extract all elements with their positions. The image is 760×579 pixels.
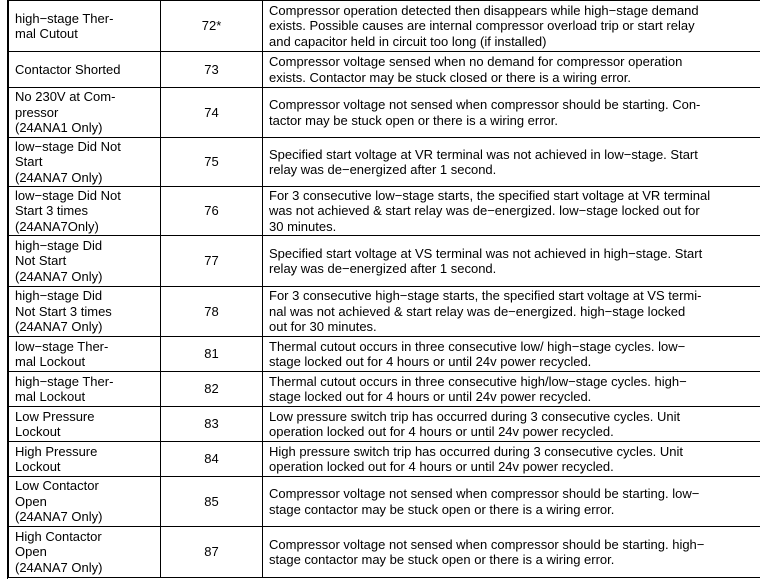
table-row: [9, 88, 760, 138]
table-row: [9, 52, 760, 88]
fault-description-cell: For 3 consecutive high−stage starts, the specified start voltage at VS termi- nal was not achieved & start relay was de−energized. high−stage locked out for 30 minutes.: [263, 287, 760, 337]
table-row: [9, 372, 760, 407]
table-row: [9, 527, 760, 578]
fault-code-cell: 74: [161, 88, 263, 138]
fault-code-cell: 73: [161, 52, 263, 88]
fault-name-cell: low−stage Did Not Start (24ANA7 Only): [9, 138, 161, 187]
table-row: [9, 337, 760, 372]
fault-name-cell: high−stage Ther- mal Cutout: [9, 1, 161, 52]
fault-code-cell: 72*: [161, 1, 263, 52]
fault-description-cell: Specified start voltage at VR terminal was not achieved in low−stage. Start relay was de−energized after 1 second.: [263, 138, 760, 187]
fault-description-cell: High pressure switch trip has occurred during 3 consecutive cycles. Unit operation locked out for 4 hours or until 24v power recycled.: [263, 442, 760, 477]
fault-code-cell: 78: [161, 287, 263, 337]
fault-code-table: [8, 0, 760, 578]
fault-description-cell: For 3 consecutive low−stage starts, the specified start voltage at VR terminal was not achieved & start relay was de−energized. low−stage locked out for 30 minutes.: [263, 187, 760, 236]
fault-code-cell: 75: [161, 138, 263, 187]
fault-code-cell: 87: [161, 527, 263, 578]
table-row: [9, 236, 760, 287]
fault-code-cell: 81: [161, 337, 263, 372]
fault-description-cell: Low pressure switch trip has occurred during 3 consecutive cycles. Unit operation locked out for 4 hours or until 24v power recycled.: [263, 407, 760, 442]
fault-name-cell: High Pressure Lockout: [9, 442, 161, 477]
table-row: [9, 477, 760, 527]
fault-code-cell: 77: [161, 236, 263, 287]
fault-description-cell: Compressor operation detected then disappears while high−stage demand exists. Possible causes are internal compressor overload trip or start relay and capacitor held in circuit too long (if installed): [263, 1, 760, 52]
fault-name-cell: high−stage Did Not Start (24ANA7 Only): [9, 236, 161, 287]
fault-name-cell: No 230V at Com- pressor (24ANA1 Only): [9, 88, 161, 138]
fault-name-cell: Low Contactor Open (24ANA7 Only): [9, 477, 161, 527]
fault-name-cell: Low Pressure Lockout: [9, 407, 161, 442]
fault-code-cell: 84: [161, 442, 263, 477]
fault-name-cell: low−stage Ther- mal Lockout: [9, 337, 161, 372]
table-row: [9, 138, 760, 187]
table-row: [9, 187, 760, 236]
fault-code-cell: 82: [161, 372, 263, 407]
fault-name-cell: Contactor Shorted: [9, 52, 161, 88]
fault-name-cell: high−stage Did Not Start 3 times (24ANA7 Only): [9, 287, 161, 337]
fault-code-cell: 76: [161, 187, 263, 236]
fault-name-cell: High Contactor Open (24ANA7 Only): [9, 527, 161, 578]
fault-description-cell: Compressor voltage sensed when no demand for compressor operation exists. Contactor may be stuck closed or there is a wiring error.: [263, 52, 760, 88]
left-margin-column: [0, 0, 8, 579]
table-row: [9, 442, 760, 477]
fault-code-cell: 83: [161, 407, 263, 442]
fault-name-cell: low−stage Did Not Start 3 times (24ANA7Only): [9, 187, 161, 236]
fault-description-cell: Thermal cutout occurs in three consecutive high/low−stage cycles. high− stage locked out for 4 hours or until 24v power recycled.: [263, 372, 760, 407]
fault-description-cell: Thermal cutout occurs in three consecutive low/ high−stage cycles. low− stage locked out for 4 hours or until 24v power recycled.: [263, 337, 760, 372]
fault-code-cell: 85: [161, 477, 263, 527]
fault-description-cell: Specified start voltage at VS terminal was not achieved in high−stage. Start relay was de−energized after 1 second.: [263, 236, 760, 287]
fault-name-cell: high−stage Ther- mal Lockout: [9, 372, 161, 407]
table-row: [9, 287, 760, 337]
fault-description-cell: Compressor voltage not sensed when compressor should be starting. low− stage contactor may be stuck open or there is a wiring error.: [263, 477, 760, 527]
fault-description-cell: Compressor voltage not sensed when compressor should be starting. high− stage contactor may be stuck open or there is a wiring error.: [263, 527, 760, 578]
table-row: [9, 1, 760, 52]
fault-description-cell: Compressor voltage not sensed when compressor should be starting. Con- tactor may be stuck open or there is a wiring error.: [263, 88, 760, 138]
table-row: [9, 407, 760, 442]
